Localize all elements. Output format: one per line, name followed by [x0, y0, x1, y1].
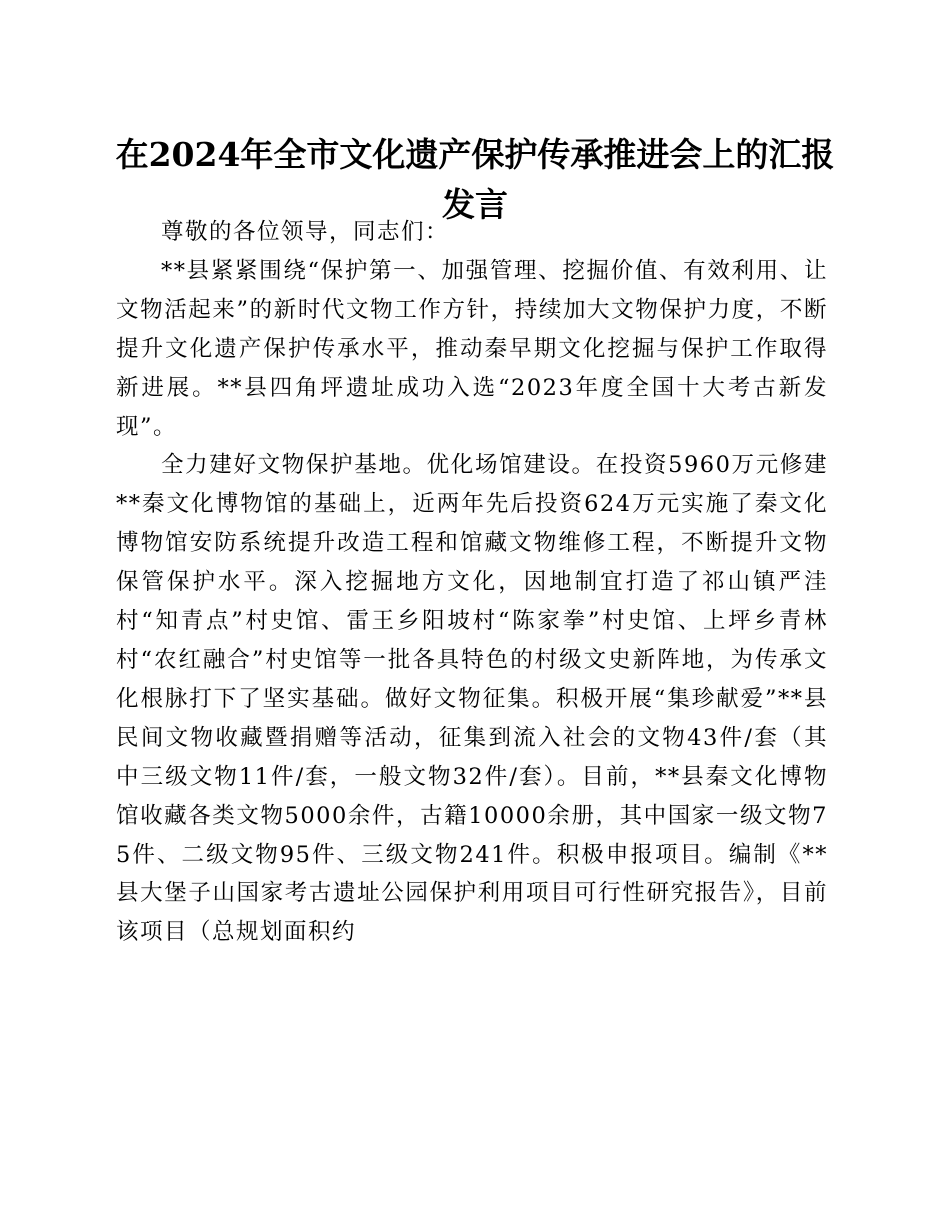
body-paragraph: 全力建好文物保护基地。优化场馆建设。在投资5960万元修建**秦文化博物馆的基础上，近两年先后投资624万元实施了秦文化博物馆安防系统提升改造工程和馆藏文物维修工程，不断提升文物保管保护水平。深入挖掘地方文化，因地制宜打造了祁山镇严洼村“知青点”村史馆、雷王乡阳坡村“陈家拳”村史馆、上坪乡青林村“农红融合”村史馆等一批各具特色的村级文史新阵地，为传承文化根脉打下了坚实基础。做好文物征集。积极开展“集珍献爱”**县民间文物收藏暨捐赠等活动，征集到流入社会的文物43件/套（其中三级文物11件/套，一般文物32件/套）。目前，**县秦文化博物馆收藏各类文物5000余件，古籍10000余册，其中国家一级文物75件、二级文物95件、三级文物241件。积极申报项目。编制《**县大堡子山国家考古遗址公园保护利用项目可行性研究报告》，目前该项目（总规划面积约 [116, 452, 828, 946]
salutation-paragraph: 尊敬的各位领导，同志们： [161, 219, 450, 245]
document-body [116, 213, 828, 952]
document-title: 在2024年全市文化遗产保护传承推进会上的汇报发言 [115, 135, 835, 224]
intro-paragraph: **县紧紧围绕“保护第一、加强管理、挖掘价值、有效利用、让文物活起来”的新时代文物工作方针，持续加大文物保护力度，不断提升文化遗产保护传承水平，推动秦早期文化挖掘与保护工作取得新进展。**县四角坪遗址成功入选“2023年度全国十大考古新发现”。 [116, 257, 828, 440]
